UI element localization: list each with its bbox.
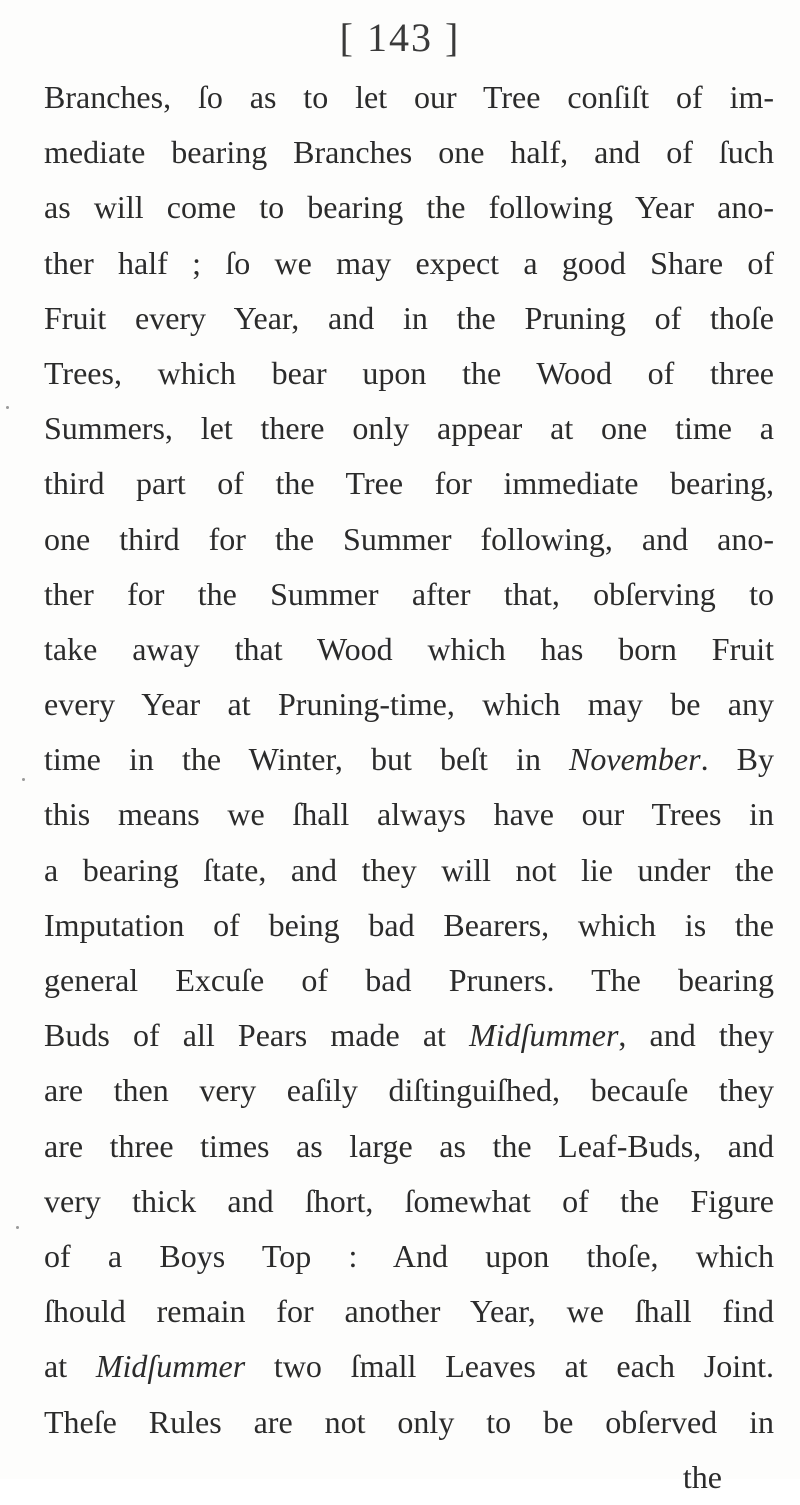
text-run: Trees, which bear upon the Wood of three [44,354,774,391]
text-run: general Excuſe of bad Pruners. The bearing [44,962,774,998]
text-line [44,898,774,953]
text-run: a bearing ſtate, and they will not lie under the [44,851,774,888]
text-run: every Year at Pruning-time, which may be any [44,686,774,723]
text-run: ther for the Summer after that, obſerving to [44,575,774,612]
text-run: at [44,1348,96,1385]
text-line [44,1284,774,1339]
text-line [44,346,774,401]
text-line [44,953,774,1008]
text-line [44,125,774,180]
catchword: the [682,1458,722,1495]
text-run: take away that Wood which has born Fruit [44,630,774,667]
text-run: mediate bearing Branches one half, and of ſuch [44,134,774,171]
italic-run: Midſummer [95,1348,246,1385]
text-line [44,567,774,622]
text-run: this means we ſhall always have our Trees in [44,796,774,833]
text-run: one third for the Summer following, and ano- [44,520,774,557]
text-line [44,180,774,235]
text-run: ſhould remain for another Year, we ſhall find [44,1293,774,1330]
text-run: of a Boys Top : And upon thoſe, which [44,1237,774,1274]
italic-run: November [569,741,701,778]
text-run: Fruit every Year, and in the Pruning of thoſe [44,299,774,336]
text-line [44,70,774,125]
text-run: Branches, ſo as to let our Tree conſiſt of im- [44,79,774,115]
body-text [44,70,774,1505]
ink-speck [22,778,25,781]
text-run: third part of the Tree for immediate bearing, [44,465,774,502]
text-run: , and they [618,1017,774,1054]
italic-run: Midſummer [469,1017,619,1054]
text-line [44,622,774,677]
text-line [44,1174,774,1229]
ink-speck [16,1226,19,1229]
text-run: Imputation of being bad Bearers, which is the [44,906,774,943]
text-run: as will come to bearing the following Year ano- [44,189,774,226]
text-line [44,512,774,567]
text-line [44,456,774,511]
text-line [44,1119,774,1174]
text-run: time in the Winter, but beſt in [44,741,570,778]
text-line [44,1008,774,1063]
text-line [44,236,774,291]
text-run: very thick and ſhort, ſomewhat of the Figure [44,1182,774,1219]
text-line [44,1063,774,1118]
text-run: are three times as large as the Leaf-Buds, and [44,1127,774,1164]
text-run: Buds of all Pears made at [44,1017,470,1054]
text-line [44,787,774,842]
text-line [44,677,774,732]
text-run: Theſe Rules are not only to be obſerved in [44,1403,774,1440]
text-run: ther half ; ſo we may expect a good Share of [44,244,774,281]
text-line [44,1229,774,1284]
text-run: Summers, let there only appear at one time a [44,410,774,447]
text-run: . By [700,741,775,778]
text-run: two ſmall Leaves at each Joint. [245,1348,775,1385]
text-line [44,732,774,787]
text-line [44,843,774,898]
text-line [44,401,774,456]
page-number-header: [ 143 ] [339,15,461,60]
text-line [44,291,774,346]
ink-speck [6,406,9,409]
text-run: are then very eaſily diſtinguiſhed, becauſe they [44,1072,774,1109]
text-line [44,1395,774,1450]
text-line [44,1339,774,1394]
